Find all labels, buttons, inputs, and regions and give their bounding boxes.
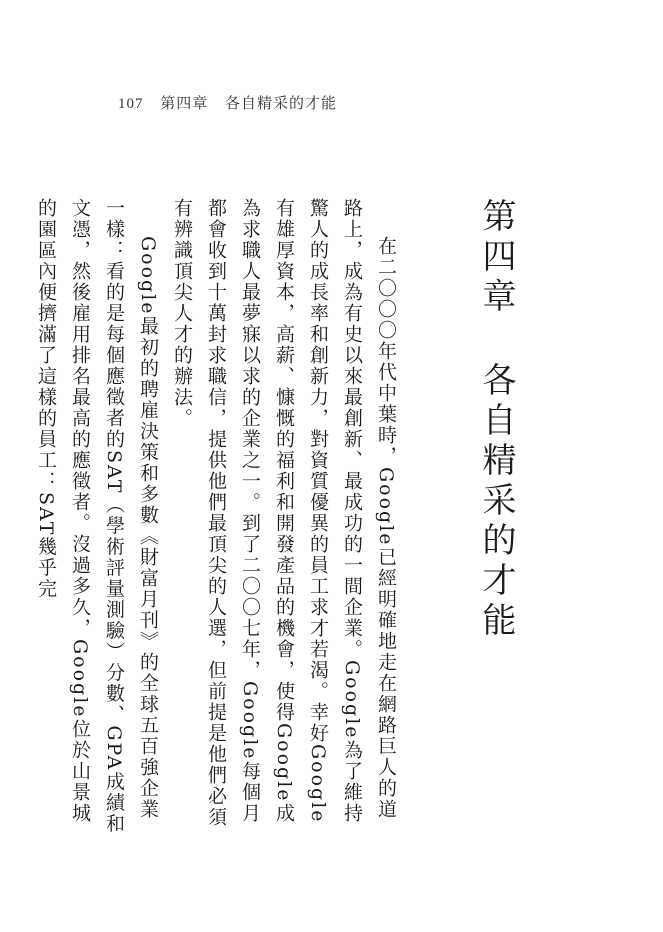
chapter-name: 各自精采的才能 <box>476 362 516 642</box>
header-chapter-number: 第四章 <box>160 96 209 112</box>
paragraph: 在二〇〇〇年代中葉時，Google已經明確地走在網路巨人的道路上，成為有史以來最創新、最成功的一間企業。Google為了維持驚人的成長率和創新力，對資質優異的員工求才若渴。幸好Google有雄厚資本，高薪、慷慨的福利和開發產品的機會，使得Google成為求職人最夢寐以求的企業之一。到了二〇〇七年，Google每個月都會收到十萬封求職信，提供他們最頂尖的人選，但前提是他們必須有辨識頂尖人才的辦法。 <box>171 198 397 828</box>
chapter-number: 第四章 <box>476 198 516 318</box>
chapter-title <box>476 198 516 642</box>
paragraph: Google最初的聘雇決策和多數《財富月刊》的全球五百強企業一樣：看的是每個應徵者的SAT（學術評量測驗）分數、GPA成績和文憑，然後雇用排名最高的應徵者。沒過多久，Google位於山景城的園區內便擠滿了這樣的員工：SAT幾乎完 <box>35 198 159 835</box>
page-number: 107 <box>118 96 144 112</box>
body-text <box>29 198 403 838</box>
header-chapter-name: 各自精采的才能 <box>225 96 338 112</box>
running-header <box>118 92 349 113</box>
